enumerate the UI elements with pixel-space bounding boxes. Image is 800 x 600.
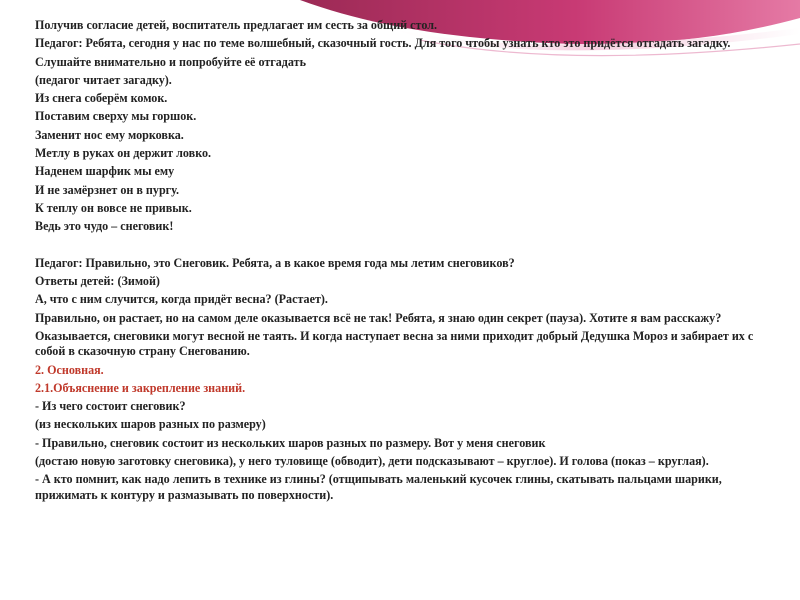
text-line: Ответы детей: (Зимой) <box>35 274 160 289</box>
section-heading: 2. Основная. <box>35 362 104 377</box>
text-line: Заменит нос ему морковка. <box>35 127 184 142</box>
text-line: А, что с ним случится, когда придёт весна? (Растает). <box>35 292 328 307</box>
text-line: Правильно, он растает, но на самом деле оказывается всё не так! Ребята, я знаю один секрет (пауза). Хотите я вам расскажу? <box>35 310 722 325</box>
text-line: Оказывается, снеговики могут весной не таять. И когда наступает весна за ними приходит добрый Дедушка Мороз и забирает их с собой в сказочную страну Снегованию. <box>35 329 754 359</box>
text-line: (педагог читает загадку). <box>35 72 172 87</box>
text-line: - Правильно, снеговик состоит из нескольких шаров разных по размеру. Вот у меня снеговик <box>35 435 546 450</box>
text-line: Педагог: Ребята, сегодня у нас по теме волшебный, сказочный гость. Для того чтобы узнать кто это придётся отгадать загадку. <box>35 36 731 51</box>
text-line: Наденем шарфик мы ему <box>35 164 175 179</box>
text-line: Поставим сверху мы горшок. <box>35 109 197 124</box>
text-line: (из нескольких шаров разных по размеру) <box>35 417 266 432</box>
text-line: И не замёрзнет он в пургу. <box>35 182 180 197</box>
text-line: Метлу в руках он держит ловко. <box>35 146 212 161</box>
blank-line <box>35 238 780 253</box>
text-line: (достаю новую заготовку снеговика), у него туловище (обводит), дети подсказывают – круглое). И голова (показ – круглая). <box>35 454 709 469</box>
text-line: Педагог: Правильно, это Снеговик. Ребята, а в какое время года мы летим снеговиков? <box>35 255 515 270</box>
text-line: К теплу он вовсе не привык. <box>35 200 192 215</box>
text-line: Получив согласие детей, воспитатель предлагает им сесть за общий стол. <box>35 18 438 32</box>
text-line: - А кто помнит, как надо лепить в технике из глины? (отщипывать маленький кусочек глины, скатывать пальцами шарики, прижимать к контуру и размазывать по поверхности). <box>35 472 722 502</box>
section-heading: 2.1.Объяснение и закрепление знаний. <box>35 380 246 395</box>
text-line: Из снега соберём комок. <box>35 91 168 106</box>
text-line: - Из чего состоит снеговик? <box>35 399 186 414</box>
text-line: Слушайте внимательно и попробуйте её отгадать <box>35 54 306 69</box>
text-line: Ведь это чудо – снеговик! <box>35 219 174 234</box>
document-text <box>35 18 780 506</box>
